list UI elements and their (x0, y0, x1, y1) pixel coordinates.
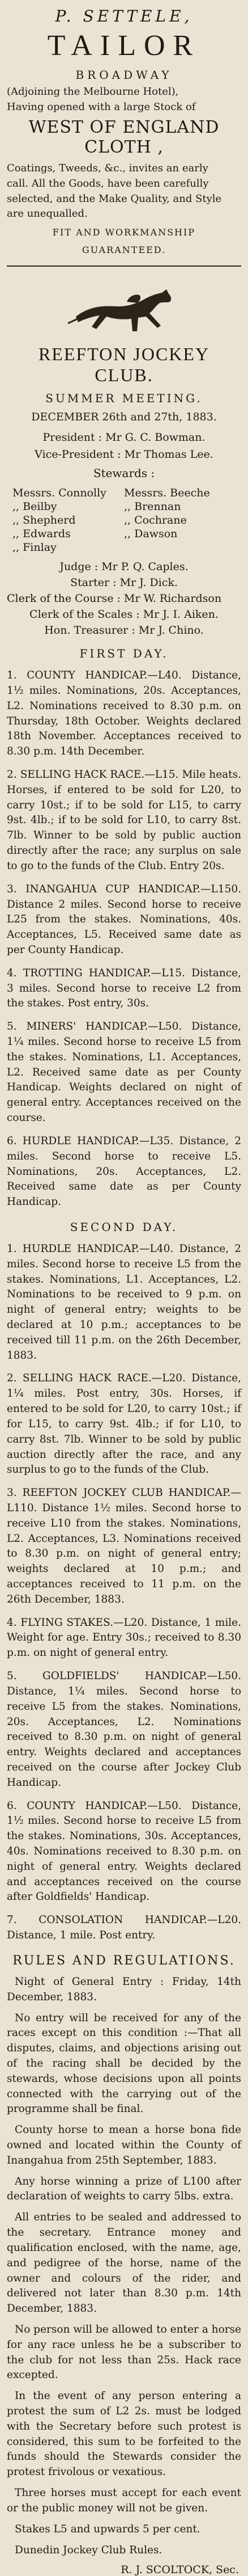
president: President : Mr G. C. Bowman. (42, 431, 206, 444)
rules-list (7, 1975, 241, 2558)
second-day-races (7, 1242, 241, 1943)
advert-street: BROADWAY (75, 68, 173, 82)
race-entry: 5. GOLDFIELDS' HANDICAP.—L50. Distance, 1¼ miles. Second horse to receive L5 from the stakes. Nominations, 20s. Acceptances, L2. Nominations received to 8.30 p.m. on night of general entry. Weights declared and acceptances received on the course after Jockey Club Handicap. (7, 1670, 241, 1789)
clerk-of-scales: Clerk of the Scales : Mr J. I. Aiken. (29, 608, 219, 621)
rule-paragraph: All entries to be sealed and addressed to the secretary. Entrance money and qualification enclosed, with the name, age, and pedigree of the horse, name of the owner and colours of the rider, and delivered not later than 8.30 p.m. 14th December, 1883. (7, 2211, 241, 2315)
steward-name: ,, Brennan (124, 500, 181, 513)
rules-heading: RULES AND REGULATIONS. (12, 1953, 236, 1968)
meeting-dates: DECEMBER 26th and 27th, 1883. (31, 411, 217, 424)
steward-name: ,, Shepherd (12, 514, 76, 527)
second-day-heading: SECOND DAY. (70, 1220, 178, 1234)
race-entry: 3. INANGAHUA CUP HANDICAP.—L150. Distance 2 miles. Second horse to receive L25 from the stakes. Nominations, 40s. Acceptances, L5. Received same date as per County Handicap. (7, 883, 241, 956)
meeting-title: SUMMER MEETING. (45, 391, 203, 406)
steward-name: ,, Cochrane (124, 514, 187, 527)
rule-paragraph: No entry will be received for any of the races except on this condition :—That all disputes, claims, and objections arising out of the racing shall be decided by the stewards, whose decisions upon all points connected with the carrying out of the programme shall be final. (7, 2012, 241, 2115)
rule-paragraph: Night of General Entry : Friday, 14th December, 1883. (7, 1975, 241, 2003)
tailor-advertisement (7, 7, 241, 255)
rule-paragraph: In the event of any person entering a protest the sum of L2 2s. must be lodged with the Secretary before such protest is considered, this sum to be forfeited to the funds should the Stewards consider the protest frivolous or vexatious. (7, 2390, 241, 2478)
vice-president: Vice-President : Mr Thomas Lee. (35, 448, 213, 461)
rule-paragraph: Stakes L5 and upwards 5 per cent. (15, 2523, 200, 2535)
advert-trade: TAILOR (47, 29, 201, 62)
starter: Starter : Mr J. Dick. (70, 576, 178, 589)
race-entry: 4. TROTTING HANDICAP.—L15. Distance, 3 miles. Second horse to receive L2 from the stakes. Post entry, 30s. (7, 967, 241, 1010)
advert-location: (Adjoining the Melbourne Hotel), (7, 86, 179, 98)
advert-line-5: selected, and the Make Quality, and Style (7, 192, 222, 205)
advert-line-6: are unequalled. (7, 208, 88, 220)
race-entry: 3. REEFTON JOCKEY CLUB HANDICAP.—L110. Distance 1½ miles. Second horse to receive L10 from the stakes. Nominations, L2. Acceptances, L3. Nominations received to 8.30 p.m. on night of general entry; weights declared at 10 p.m.; and acceptances received to 11 p.m. on the 26th December, 1883. (7, 1487, 241, 1605)
advert-line-1: Having opened with a large Stock of (7, 100, 196, 113)
race-entry: 4. FLYING STAKES.—L20. Distance, 1 mile. Weight for age. Entry 30s.; received to 8.30 p.m. on night of general entry. (7, 1616, 241, 1659)
race-entry: 1. COUNTY HANDICAP.—L40. Distance, 1½ miles. Nominations, 20s. Acceptances, L2. Nominations received to 8.30 p.m. on Thursday, 18th October. Weights declared 18th November. Acceptances received to 8.30 p.m. 14th December. (7, 669, 241, 758)
rule-paragraph: County horse to mean a horse bona fide owned and located within the County of Inangahua from 25th September, 1883. (7, 2124, 241, 2166)
race-entry: 2. SELLING HACK RACE.—L20. Distance, 1¼ miles. Post entry, 30s. Horses, if entered to be sold for L20, to carry 10st.; if for L15, to carry 9st. 4lb.; if for L10, to carry 8st. 7lb. Winner to be sold by public auction directly after the race, and any surplus to go to the funds of the Club. (7, 1372, 241, 1476)
steward-name: ,, Finlay (12, 541, 57, 554)
judge: Judge : Mr P. Q. Caples. (59, 560, 189, 574)
race-entry: 7. CONSOLATION HANDICAP.—L20. Distance, 1 mile. Post entry. (7, 1914, 241, 1942)
race-entry: 1. HURDLE HANDICAP.—L40. Distance, 2 miles. Second horse to receive L5 from the stakes. Nominations, L1. Acceptances, L2. Nominations to be received to 9 p.m. on night of general entry; weights to be declared at 10 p.m.; acceptances to be received till 11 p.m. on the 26th December, 1883. (7, 1242, 241, 1361)
club-title: REEFTON JOCKEY CLUB. (38, 344, 210, 386)
secretary-signature: R. J. SCOLTOCK, Sec. (121, 2564, 239, 2576)
rule-paragraph: No person will be allowed to enter a horse for any race unless he be a subscriber to the club for not less than 25s. Hack race excepted. (7, 2323, 241, 2381)
race-entry: 2. SELLING HACK RACE.—L15. Mile heats. Horses, if entered to be sold for L20, to carry 10st.; if to be sold for L15, to carry 9st. 4lb.; if to be sold for L10, to carry 8st. 7lb. Winner to be sold by public auction directly after the race; any surplus on sale to go to the funds of the Club. Entry 20s. (7, 769, 241, 872)
race-entry: 6. HURDLE HANDICAP.—L35. Distance, 2 miles. Second horse to receive L5. Nominations, 20s. Acceptances, L2. Received same date as per County Handicap. (7, 1135, 241, 1208)
steward-name: ,, Beilby (12, 500, 57, 513)
jockey-club-notice (7, 344, 241, 2576)
rule-paragraph: Any horse winning a prize of L100 after declaration of weights to carry 5lbs. extra. (7, 2175, 241, 2203)
first-day-heading: FIRST DAY. (79, 647, 169, 661)
steward-name: Messrs. Beeche (124, 487, 210, 500)
race-entry: 6. COUNTY HANDICAP.—L50. Distance, 1½ miles. Second horse to receive L5 from the stakes. Nominations, 30s. Acceptances, 40s. Nominations received to 8.30 p.m. on night of general entry. Weights declared and acceptances received on the course after Goldfields' Handicap. (7, 1799, 241, 1903)
stewards-right-column (124, 486, 236, 555)
advert-line-2: WEST OF ENGLAND CLOTH , (28, 117, 220, 158)
steward-name: ,, Dawson (124, 528, 178, 541)
stewards-left-column (12, 486, 124, 555)
first-day-races (7, 668, 241, 1210)
rule-paragraph: Three horses must accept for each event or the public money will not be given. (7, 2487, 241, 2514)
divider (7, 265, 241, 267)
advert-line-3: Coatings, Tweeds, &c., invites an early (7, 162, 208, 175)
racehorse-icon (65, 277, 183, 339)
treasurer: Hon. Treasurer : Mr J. Chino. (44, 624, 204, 637)
stewards-heading: Stewards : (93, 466, 155, 480)
stewards-list (12, 486, 236, 555)
steward-name: Messrs. Connolly (12, 487, 106, 500)
steward-name: ,, Edwards (12, 528, 71, 541)
advert-line-4: call. All the Goods, have been carefully (7, 178, 209, 190)
advert-name: P. SETTELE, (55, 7, 193, 26)
race-entry: 5. MINERS' HANDICAP.—L50. Distance, 1¼ miles. Second horse to receive L5 from the stakes. Nominations, L1. Acceptances, L2. Received same date as per County Handicap. Weights declared on night of general entry. Acceptances received on the course. (7, 1021, 241, 1124)
officials (7, 560, 241, 636)
rule-paragraph: Dunedin Jockey Club Rules. (15, 2544, 163, 2556)
clerk-of-course: Clerk of the Course : Mr W. Richardson (7, 592, 222, 605)
advert-line-7: FIT AND WORKMANSHIP (52, 227, 196, 238)
advert-line-8: GUARANTEED. (82, 244, 166, 256)
